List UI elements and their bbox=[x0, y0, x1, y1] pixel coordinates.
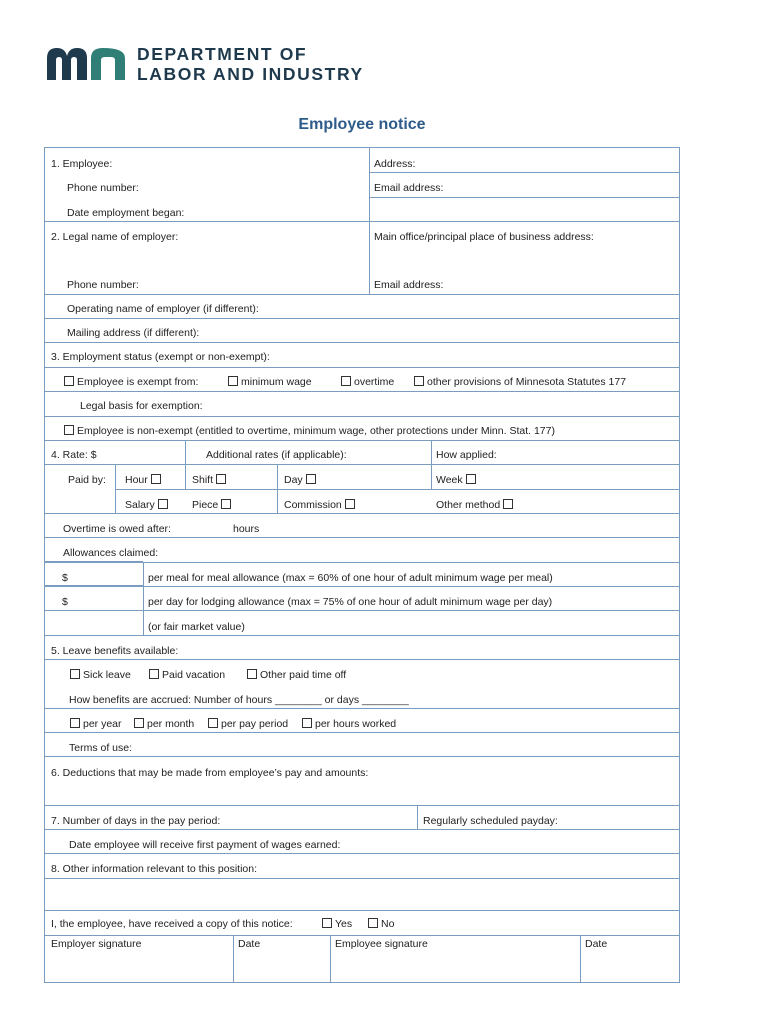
legal-basis-label: Legal basis for exemption: bbox=[80, 400, 203, 412]
other-method-label: Other method bbox=[436, 499, 501, 511]
dli-logo bbox=[45, 44, 385, 86]
exempt-checkbox[interactable] bbox=[64, 376, 74, 386]
employment-status-label: 3. Employment status (exempt or non-exempt): bbox=[51, 351, 270, 363]
min-wage-checkbox[interactable] bbox=[228, 376, 238, 386]
per-month-checkbox[interactable] bbox=[134, 718, 144, 728]
first-payment-label: Date employee will receive first payment of wages earned: bbox=[69, 839, 341, 851]
other-method-option bbox=[436, 498, 516, 512]
lodging-dollar: $ bbox=[62, 596, 68, 608]
other-paid-checkbox[interactable] bbox=[247, 669, 257, 679]
hour-option bbox=[125, 473, 164, 487]
commission-checkbox[interactable] bbox=[345, 499, 355, 509]
piece-checkbox[interactable] bbox=[221, 499, 231, 509]
ack-no-label: No bbox=[381, 918, 395, 930]
sick-leave-checkbox[interactable] bbox=[70, 669, 80, 679]
per-hours-option bbox=[299, 717, 396, 731]
day-option bbox=[284, 473, 319, 487]
fair-market-label: (or fair market value) bbox=[148, 621, 245, 633]
logo-line-2: LABOR AND INDUSTRY bbox=[137, 64, 364, 84]
paid-vacation-option bbox=[146, 668, 225, 682]
leave-benefits-label: 5. Leave benefits available: bbox=[51, 645, 179, 657]
salary-label: Salary bbox=[125, 499, 155, 511]
employer-email-label: Email address: bbox=[374, 279, 444, 291]
shift-checkbox[interactable] bbox=[216, 474, 226, 484]
non-exempt-checkbox[interactable] bbox=[64, 425, 74, 435]
per-year-checkbox[interactable] bbox=[70, 718, 80, 728]
paid-vacation-label: Paid vacation bbox=[162, 669, 226, 681]
sick-leave-label: Sick leave bbox=[83, 669, 131, 681]
employee-notice-form bbox=[44, 147, 680, 983]
employer-date-label: Date bbox=[238, 938, 261, 950]
overtime-checkbox[interactable] bbox=[341, 376, 351, 386]
shift-label: Shift bbox=[192, 474, 214, 486]
shift-option bbox=[192, 473, 229, 487]
phone-label: Phone number: bbox=[67, 182, 139, 194]
per-pay-checkbox[interactable] bbox=[208, 718, 218, 728]
terms-label: Terms of use: bbox=[69, 742, 133, 754]
mailing-address-label: Mailing address (if different): bbox=[67, 327, 200, 339]
other-paid-option bbox=[244, 668, 346, 682]
overtime-label: overtime bbox=[354, 376, 395, 388]
commission-label: Commission bbox=[284, 499, 342, 511]
per-year-option bbox=[67, 717, 122, 731]
salary-checkbox[interactable] bbox=[158, 499, 168, 509]
employer-phone-label: Phone number: bbox=[67, 279, 139, 291]
day-label: Day bbox=[284, 474, 303, 486]
page-title: Employee notice bbox=[298, 116, 426, 133]
mn-logo-icon bbox=[45, 44, 127, 82]
commission-option bbox=[284, 498, 358, 512]
ack-no-option bbox=[365, 917, 394, 931]
date-began-label: Date employment began: bbox=[67, 207, 185, 219]
per-month-label: per month bbox=[147, 718, 195, 730]
legal-name-label: 2. Legal name of employer: bbox=[51, 231, 179, 243]
exempt-from-label: Employee is exempt from: bbox=[77, 376, 199, 388]
employee-date-label: Date bbox=[585, 938, 608, 950]
min-wage-label: minimum wage bbox=[241, 376, 312, 388]
meal-dollar: $ bbox=[62, 572, 68, 584]
employer-signature-label: Employer signature bbox=[51, 938, 142, 950]
allowances-label: Allowances claimed: bbox=[63, 547, 159, 559]
hours-label: hours bbox=[233, 523, 260, 535]
per-hours-checkbox[interactable] bbox=[302, 718, 312, 728]
per-year-label: per year bbox=[83, 718, 122, 730]
additional-rates-label: Additional rates (if applicable): bbox=[206, 449, 347, 461]
deductions-label: 6. Deductions that may be made from employee’s pay and amounts: bbox=[51, 767, 369, 779]
other-provisions-option bbox=[411, 375, 626, 389]
per-pay-option bbox=[205, 717, 288, 731]
salary-option bbox=[125, 498, 171, 512]
week-checkbox[interactable] bbox=[466, 474, 476, 484]
rate-label: 4. Rate: $ bbox=[51, 449, 97, 461]
piece-label: Piece bbox=[192, 499, 219, 511]
week-label: Week bbox=[436, 474, 463, 486]
week-option bbox=[436, 473, 479, 487]
ack-text: I, the employee, have received a copy of this notice: bbox=[51, 918, 293, 930]
hour-checkbox[interactable] bbox=[151, 474, 161, 484]
other-provisions-label: other provisions of Minnesota Statutes 177 bbox=[427, 376, 627, 388]
sick-leave-option bbox=[67, 668, 131, 682]
paid-by-label: Paid by: bbox=[68, 474, 106, 486]
how-applied-label: How applied: bbox=[436, 449, 497, 461]
day-checkbox[interactable] bbox=[306, 474, 316, 484]
per-hours-label: per hours worked bbox=[315, 718, 397, 730]
piece-option bbox=[192, 498, 234, 512]
payday-label: Regularly scheduled payday: bbox=[423, 815, 558, 827]
exempt-from-row bbox=[61, 375, 198, 389]
other-paid-label: Other paid time off bbox=[260, 669, 347, 681]
logo-text bbox=[137, 44, 364, 84]
employee-label: 1. Employee: bbox=[51, 158, 113, 170]
operating-name-label: Operating name of employer (if different): bbox=[67, 303, 259, 315]
employee-signature-label: Employee signature bbox=[335, 938, 428, 950]
overtime-option bbox=[338, 375, 394, 389]
other-provisions-checkbox[interactable] bbox=[414, 376, 424, 386]
non-exempt-label: Employee is non-exempt (entitled to overtime, minimum wage, other protections under Minn. Stat. 177) bbox=[77, 425, 555, 437]
days-pay-period-label: 7. Number of days in the pay period: bbox=[51, 815, 221, 827]
logo-line-1: DEPARTMENT OF bbox=[137, 44, 308, 64]
min-wage-option bbox=[225, 375, 312, 389]
hour-label: Hour bbox=[125, 474, 148, 486]
ack-yes-option bbox=[319, 917, 352, 931]
address-label: Address: bbox=[374, 158, 416, 170]
other-info-label: 8. Other information relevant to this position: bbox=[51, 863, 258, 875]
non-exempt-row bbox=[61, 424, 555, 438]
paid-vacation-checkbox[interactable] bbox=[149, 669, 159, 679]
overtime-after-label: Overtime is owed after: bbox=[63, 523, 171, 535]
lodging-allowance-label: per day for lodging allowance (max = 75% of one hour of adult minimum wage per day) bbox=[148, 596, 553, 608]
per-month-option bbox=[131, 717, 194, 731]
per-pay-label: per pay period bbox=[221, 718, 289, 730]
ack-yes-label: Yes bbox=[335, 918, 353, 930]
ack-no-checkbox[interactable] bbox=[368, 918, 378, 928]
email-label: Email address: bbox=[374, 182, 444, 194]
other-method-checkbox[interactable] bbox=[503, 499, 513, 509]
meal-allowance-label: per meal for meal allowance (max = 60% of one hour of adult minimum wage per meal) bbox=[148, 572, 553, 584]
accrued-label: How benefits are accrued: Number of hours ________ or days ________ bbox=[69, 694, 409, 706]
ack-yes-checkbox[interactable] bbox=[322, 918, 332, 928]
main-office-label: Main office/principal place of business address: bbox=[374, 231, 594, 243]
